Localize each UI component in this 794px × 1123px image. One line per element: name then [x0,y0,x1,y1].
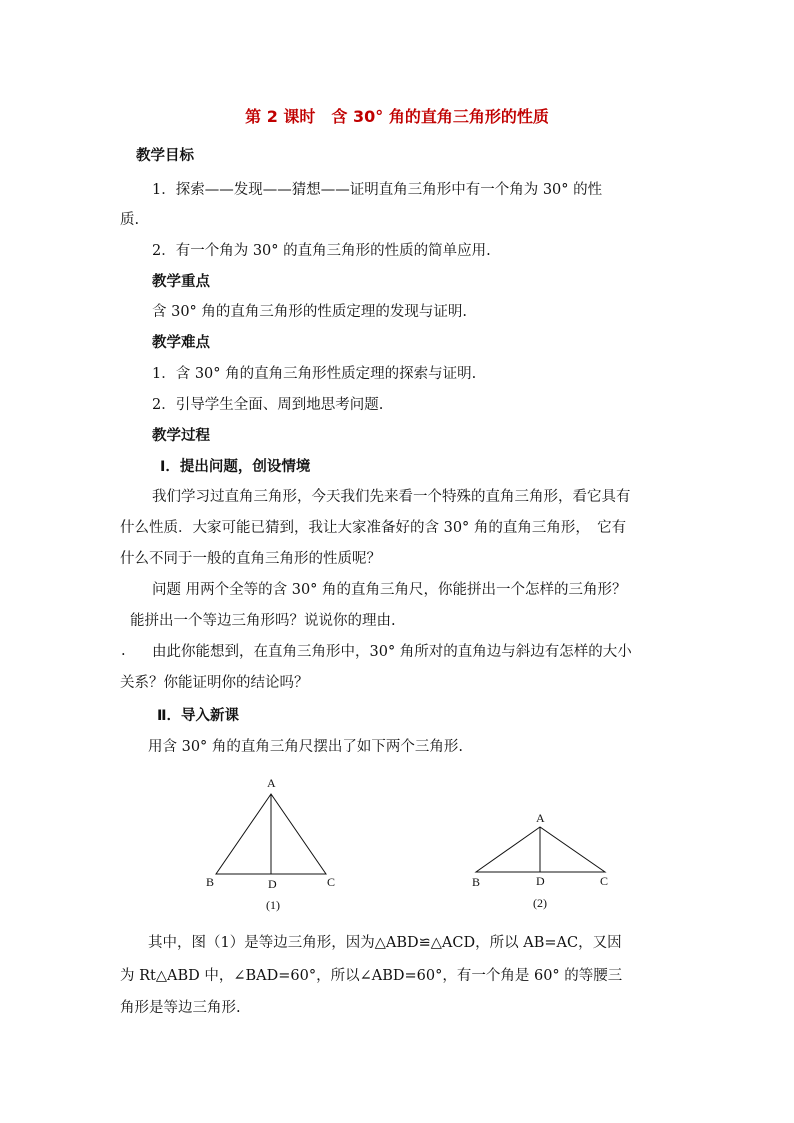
paragraph-4-line-2: 为 Rt△ABD 中，∠BAD=60°，所以∠ABD=60°，有一个角是 60° 的等腰三 [120,968,623,984]
figure-2-label-d: D [536,874,545,888]
figure-1-caption: (1) [266,898,280,912]
objective-1-line-1: 1．探索——发现——猜想——证明直角三角形中有一个角为 30° 的性 [152,182,603,198]
paragraph-2-line-1: 由此你能想到，在直角三角形中，30° 角所对的直角边与斜边有怎样的大小 [152,644,632,660]
keypoint-heading: 教学重点 [152,274,210,290]
difficulty-2: 2．引导学生全面、周到地思考问题. [152,397,384,413]
figure-2-label-a: A [536,811,545,825]
difficulty-1: 1．含 30° 角的直角三角形性质定理的探索与证明. [152,366,477,382]
figure-1-label-b: B [206,875,215,889]
question-line-1: 问题 用两个全等的含 30° 角的直角三角尺，你能拼出一个怎样的三角形？ [152,582,627,598]
figure-2-label-c: C [600,874,609,888]
figure-2-diagram [460,805,620,915]
figure-2-label-b: B [472,875,481,889]
objective-1-line-2: 质. [120,212,140,228]
page-title: 第 2 课时 含 30° 角的直角三角形的性质 [245,107,549,126]
paragraph-4-line-3: 角形是等边三角形. [120,1000,241,1016]
figure-1-label-c: C [327,875,336,889]
difficulty-heading: 教学难点 [152,335,210,351]
process-heading: 教学过程 [152,428,210,444]
paragraph-2-line-2: 关系？你能证明你的结论吗？ [120,675,309,691]
question-line-2: 能拼出一个等边三角形吗？说说你的理由. [130,613,396,629]
paragraph-4-line-1: 其中，图（1）是等边三角形，因为△ABD≌△ACD，所以 AB=AC，又因 [148,935,622,951]
part1-heading: Ⅰ．提出问题，创设情境 [160,459,311,475]
figure-1-diagram [200,770,350,920]
keypoint-text: 含 30° 角的直角三角形的性质定理的发现与证明. [152,304,468,320]
paragraph-3: 用含 30° 角的直角三角尺摆出了如下两个三角形. [148,739,464,755]
objectives-heading: 教学目标 [136,148,194,164]
paragraph-1-line-3: 什么不同于一般的直角三角形的性质呢？ [120,551,381,567]
part2-heading: Ⅱ．导入新课 [157,708,240,724]
objective-2: 2．有一个角为 30° 的直角三角形的性质的简单应用. [152,243,491,259]
paragraph-1-line-2: 什么性质．大家可能已猜到，我让大家准备好的含 30° 角的直角三角形， 它有 [120,520,627,536]
stray-dot: . [121,643,126,659]
figure-2-caption: (2) [533,896,547,910]
figure-1-label-d: D [268,877,277,891]
paragraph-1-line-1: 我们学习过直角三角形，今天我们先来看一个特殊的直角三角形，看它具有 [152,489,631,505]
figure-1-label-a: A [267,776,276,790]
